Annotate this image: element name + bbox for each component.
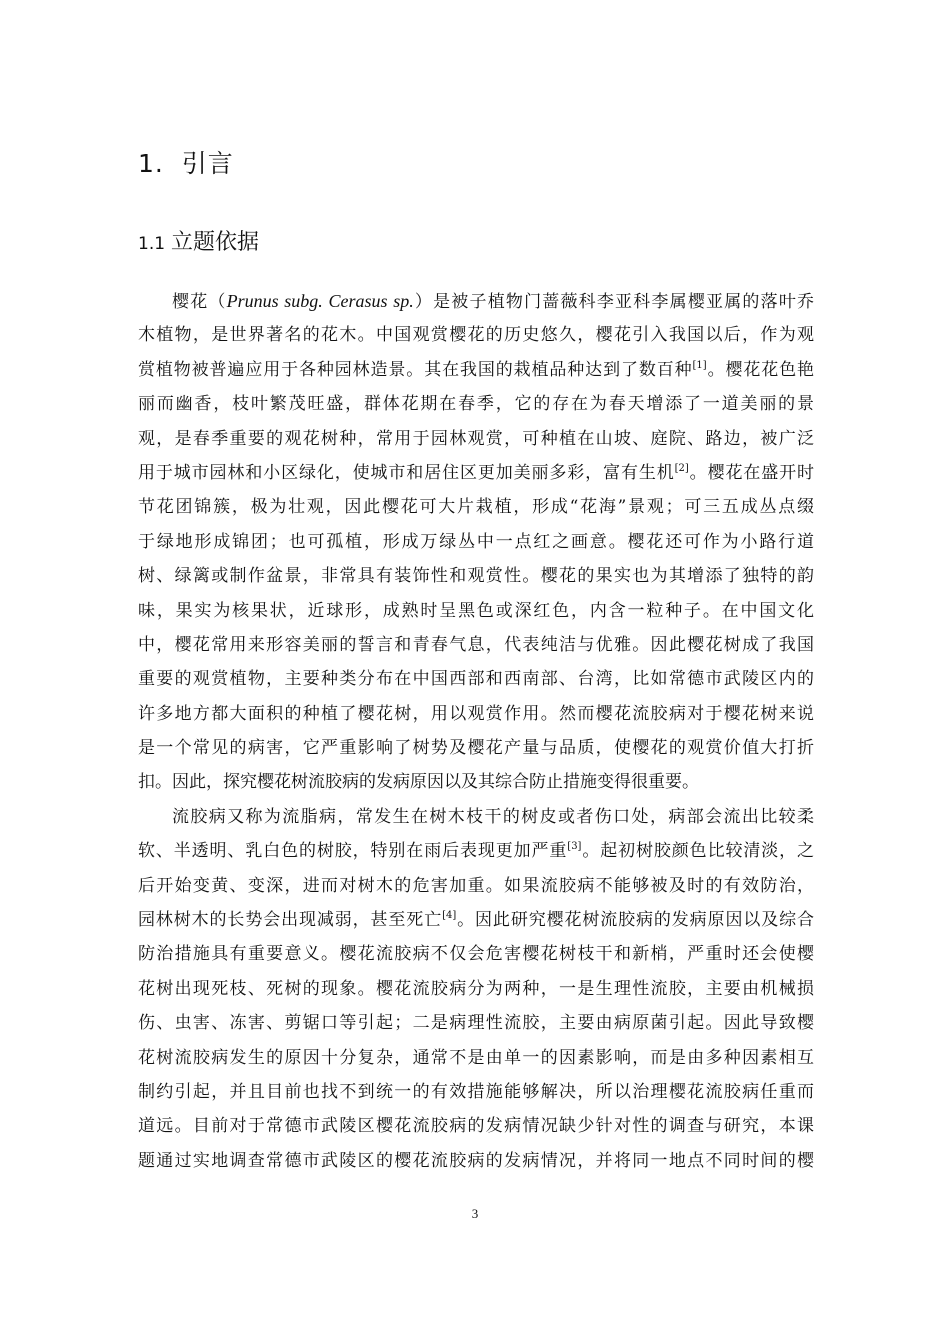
- paragraph-2-line: 园林树木的长势会出现减弱，甚至死亡[4]。因此研究樱花树流胶病的发病原因以及综合: [138, 910, 814, 931]
- paragraph-1-line: 用于城市园林和小区绿化，使城市和居住区更加美丽多彩，富有生机[2]。樱花在盛开时: [138, 462, 814, 483]
- paragraph-1-line: 许多地方都大面积的种植了樱花树，用以观赏作用。然而樱花流胶病对于樱花树来说: [138, 703, 814, 724]
- paragraph-2-line: 伤、虫害、冻害、剪锯口等引起；二是病理性流胶，主要由病原菌引起。因此导致樱: [138, 1013, 814, 1034]
- paragraph-1-line: 观，是春季重要的观花树种，常用于园林观赏，可种植在山坡、庭院、路边，被广泛: [138, 428, 814, 449]
- paragraph-2-line: 题通过实地调查常德市武陵区的樱花流胶病的发病情况，并将同一地点不同时间的樱: [138, 1150, 814, 1171]
- paragraph-2-line: 软、半透明、乳白色的树胶，特别在雨后表现更加严重[3]。起初树胶颜色比较清淡，之: [138, 841, 814, 862]
- paragraph-2-line: 防治措施具有重要意义。樱花流胶病不仅会危害樱花树枝干和新梢，严重时还会使樱: [138, 944, 814, 965]
- paragraph-1-line: 是一个常见的病害，它严重影响了树势及樱花产量与品质，使樱花的观赏价值大打折: [138, 738, 814, 759]
- paragraph-1-line: 重要的观赏植物，主要种类分布在中国西部和西南部、台湾，比如常德市武陵区内的: [138, 669, 814, 690]
- section-title: 立题依据: [171, 230, 260, 255]
- section-number: 1.1: [138, 234, 166, 254]
- paragraph-2-line: 制约引起，并且目前也找不到统一的有效措施能够解决，所以治理樱花流胶病任重而: [138, 1081, 814, 1102]
- latin-name: Prunus subg. Cerasus sp.: [226, 291, 414, 311]
- citation-ref: [1]: [692, 359, 707, 371]
- paragraph-1-line: 味，果实为核果状，近球形，成熟时呈黑色或深红色，内含一粒种子。在中国文化: [138, 600, 814, 621]
- paragraph-1-line: 木植物，是世界著名的花木。中国观赏樱花的历史悠久，樱花引入我国以后，作为观: [138, 325, 814, 346]
- paragraph-1-line: 扣。因此，探究樱花树流胶病的发病原因以及其综合防止措施变得很重要。: [138, 772, 699, 793]
- chapter-number: 1.: [138, 149, 164, 178]
- paragraph-2-line: 后开始变黄、变深，进而对树木的危害加重。如果流胶病不能够被及时的有效防治，: [138, 875, 814, 896]
- citation-ref: [4]: [442, 910, 457, 922]
- paragraph-1-line: 于绿地形成锦团；也可孤植，形成万绿丛中一点红之画意。樱花还可作为小路行道: [138, 531, 814, 552]
- section-heading: [138, 225, 259, 256]
- chapter-heading: [138, 144, 234, 180]
- citation-ref: [2]: [674, 462, 689, 474]
- paragraph-1-line: 节花团锦簇，极为壮观，因此樱花可大片栽植，形成“花海”景观；可三五成丛点缀: [138, 497, 814, 518]
- body-text: [138, 284, 814, 1178]
- page-number: 3: [471, 1206, 479, 1221]
- paragraph-1-line: 中，樱花常用来形容美丽的誓言和青春气息，代表纯洁与优雅。因此樱花树成了我国: [138, 634, 814, 655]
- citation-ref: [3]: [567, 841, 582, 853]
- paragraph-1-line: 樱花（Prunus subg. Cerasus sp.）是被子植物门蔷薇科李亚科李属樱亚属的落叶乔: [172, 291, 814, 312]
- paragraph-1-line: 丽而幽香，枝叶繁茂旺盛，群体花期在春季，它的存在为春天增添了一道美丽的景: [138, 394, 814, 415]
- paragraph-2-line: 花树出现死枝、死树的现象。樱花流胶病分为两种，一是生理性流胶，主要由机械损: [138, 978, 814, 999]
- paragraph-1-line: 赏植物被普遍应用于各种园林造景。其在我国的栽植品种达到了数百种[1]。樱花花色艳: [138, 359, 814, 380]
- paragraph-2-line: 流胶病又称为流脂病，常发生在树木枝干的树皮或者伤口处，病部会流出比较柔: [172, 806, 814, 827]
- chapter-title: 引言: [181, 149, 234, 178]
- paragraph-1-line: 树、绿篱或制作盆景，非常具有装饰性和观赏性。樱花的果实也为其增添了独特的韵: [138, 566, 814, 587]
- paragraph-2-line: 道远。目前对于常德市武陵区樱花流胶病的发病情况缺少针对性的调查与研究，本课: [138, 1116, 814, 1137]
- paragraph-2-line: 花树流胶病发生的原因十分复杂，通常不是由单一的因素影响，而是由多种因素相互: [138, 1047, 814, 1068]
